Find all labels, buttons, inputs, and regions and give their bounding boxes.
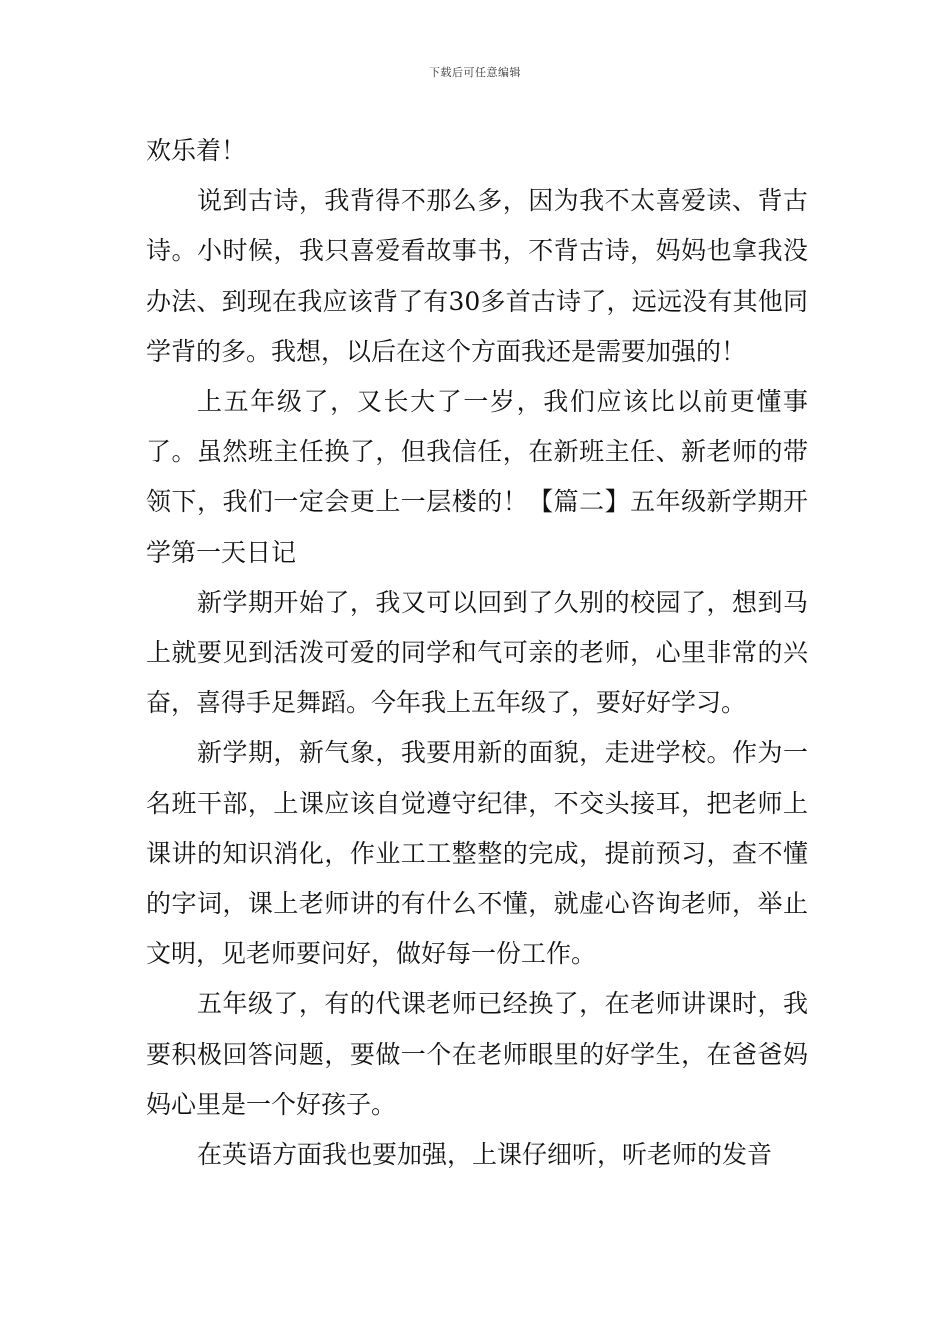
paragraph: 在英语方面我也要加强，上课仔细听，听老师的发音: [197, 1140, 773, 1170]
paragraph: 五年级了，有的代课老师已经换了，在老师讲课时，我要积极回答问题，要做一个在老师眼里的好学生，在爸爸妈妈心里是一个好孩子。: [146, 989, 808, 1119]
paragraph: 新学期，新气象，我要用新的面貌，走进学校。作为一名班干部，上课应该自觉遵守纪律，不交头接耳，把老师上课讲的知识消化，作业工工整整的完成，提前预习，查不懂的字词，课上老师讲的有什么不懂，就虚心咨询老师，举止文明，见老师要问好，做好每一份工作。: [146, 738, 808, 969]
paragraph: 上五年级了，又长大了一岁，我们应该比以前更懂事了。虽然班主任换了，但我信任，在新班主任、新老师的带领下，我们一定会更上一层楼的！【篇二】五年级新学期开学第一天日记: [146, 387, 808, 567]
document-body: [146, 126, 808, 1180]
page-header: 下载后可任意编辑: [429, 66, 521, 79]
paragraph: 新学期开始了，我又可以回到了久别的校园了，想到马上就要见到活泼可爱的同学和气可亲的老师，心里非常的兴奋，喜得手足舞蹈。今年我上五年级了，要好好学习。: [146, 587, 808, 718]
paragraph: 说到古诗，我背得不那么多，因为我不太喜爱读、背古诗。小时候，我只喜爱看故事书，不背古诗，妈妈也拿我没办法、到现在我应该背了有30多首古诗了，远远没有其他同学背的多。我想，以后在这个方面我还是需要加强的！: [146, 186, 808, 366]
paragraph: 欢乐着！: [146, 136, 247, 165]
